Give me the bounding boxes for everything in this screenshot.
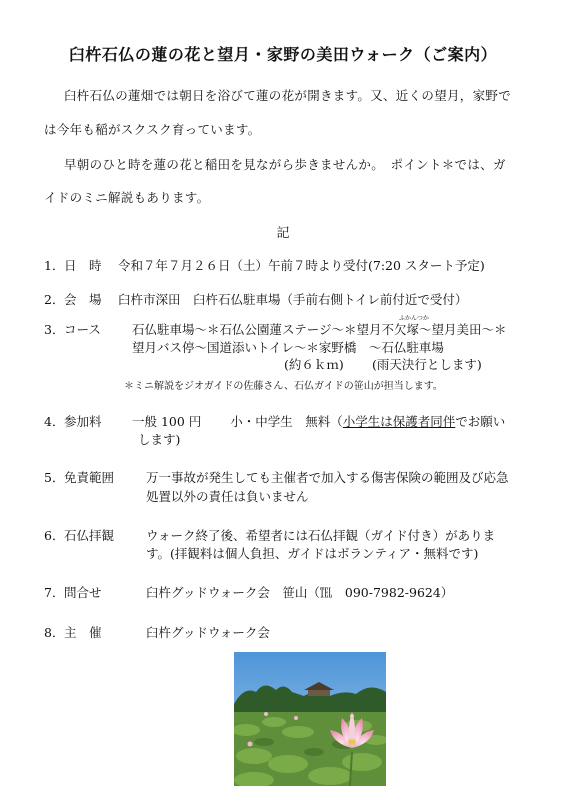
intro-line-3: 早朝のひと時を蓮の花と稲田を見ながら歩きませんか。 ポイント＊では、ガ (64, 157, 506, 172)
lotus-photo (234, 652, 386, 786)
course-line-1: 石仏駐車場～＊石仏公園蓮ステージ～＊望月不欠塚～望月美田～＊ (132, 322, 507, 337)
guide-note: ＊ミニ解説をジオガイドの佐藤さん、石仏ガイドの笹山が担当します。 (124, 381, 443, 392)
disclaimer-line-2: 処置以外の責任は負いません (146, 489, 309, 504)
fee-underlined-text: 小学生は保護者同伴 (342, 414, 456, 429)
item-label: 会 場 (64, 292, 102, 307)
course-line-2: 望月バス停～国道添いトイレ～＊家野橋 ～石仏駐車場 (132, 340, 444, 355)
item-label: 参加料 (64, 414, 102, 429)
fee-line-2: します) (138, 432, 181, 447)
item-label: 主 催 (64, 625, 102, 640)
buddha-line-1: ウォーク終了後、希望者には石仏拝観（ガイド付き）がありま (146, 528, 496, 543)
fee-text: 一般 100 円 小・中学生 無料（ (132, 414, 343, 429)
buddha-line-2: す。(拝観料は個人負担、ガイドはボランティア・無料です) (146, 546, 479, 561)
item-number: 8． (44, 625, 65, 640)
item-host (44, 623, 270, 641)
item-number: 7． (44, 585, 65, 600)
item-number: 6． (44, 528, 65, 543)
item-disclaimer (44, 468, 509, 486)
item-contact (44, 583, 453, 601)
item-number: 2． (44, 292, 65, 307)
item-label: 石仏拝観 (64, 528, 115, 543)
contact-text: 臼杵グッドウォーク会 笹山（℡ 090-7982-9624） (146, 585, 454, 600)
item-fee (44, 412, 505, 430)
item-label: 免責範囲 (64, 470, 115, 485)
document-title: 臼杵石仏の蓮の花と望月・家野の美田ウォーク（ご案内） (68, 45, 498, 64)
item-number: 3． (44, 322, 65, 337)
item-number: 4． (44, 414, 65, 429)
fee-text-end: でお願い (455, 414, 506, 429)
item-venue (44, 290, 467, 308)
intro-line-1: 臼杵石仏の蓮畑では朝日を浴びて蓮の花が開きます。又、近くの望月，家野で (64, 88, 512, 103)
host-text: 臼杵グッドウォーク会 (146, 625, 270, 640)
item-course (44, 320, 507, 338)
item-text: 臼杵市深田 臼杵石仏駐車場（手前右側トイレ前付近で受付） (118, 292, 468, 307)
disclaimer-line-1: 万一事故が発生しても主催者で加入する傷害保険の範囲及び応急 (146, 470, 509, 485)
course-rain-note: (雨天決行とします) (372, 357, 482, 372)
item-number: 1． (44, 258, 65, 273)
item-label: 日 時 (64, 258, 102, 273)
item-text: 令和７年７月２６日（土）午前７時より受付(7:20 スタート予定) (118, 258, 485, 273)
ki-heading: 記 (276, 226, 290, 241)
item-buddha-viewing (44, 526, 495, 544)
intro-line-2: は今年も稲がスクスク育っています。 (44, 122, 261, 137)
item-date (44, 256, 485, 274)
item-number: 5． (44, 470, 65, 485)
item-label: 問合せ (64, 585, 102, 600)
course-distance: (約６ｋｍ) (284, 357, 344, 372)
item-label: コース (64, 322, 101, 337)
intro-line-4: イドのミニ解説もあります。 (44, 190, 210, 205)
furigana: ふかんつか (399, 315, 429, 322)
